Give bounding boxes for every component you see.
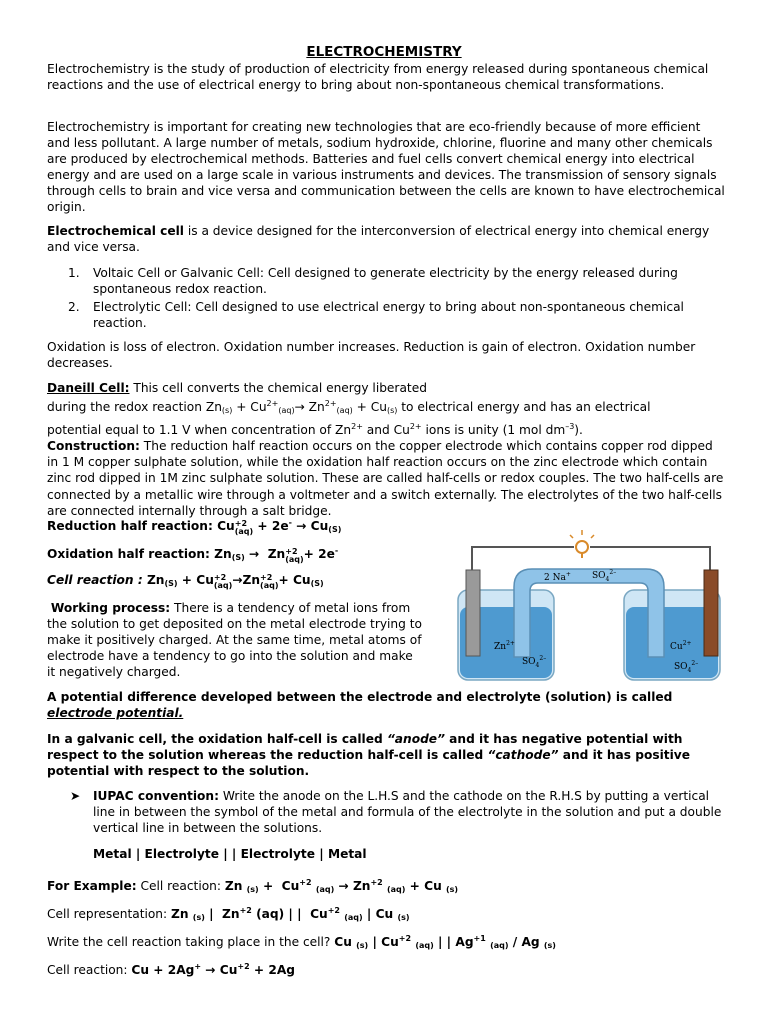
list-number: 2.	[68, 300, 80, 315]
construction-text: The reduction half reaction occurs on the copper electrode which contains copper rod dipped in 1 M copper sulphate solution, while the oxidation half reaction occurs on the zinc electrode which contain zinc rod dipped in 1M zinc sulphate solution. These are called half-cells or redox couples. The two half-cells are connected by a metallic wire through a voltmeter and a switch externally. The electrolytes of the two half-cells are connected internally through a salt bridge.	[47, 439, 724, 518]
list-text: Voltaic Cell or Galvanic Cell: Cell designed to generate electricity by the energy released during spontaneous redox reaction.	[93, 266, 678, 297]
page-title: ELECTROCHEMISTRY	[306, 44, 462, 60]
list-item	[68, 299, 728, 331]
daniell-line-2: during the redox reaction Zn	[47, 400, 222, 415]
electrode-potential-definition	[47, 689, 727, 721]
list-text: Electrolytic Cell: Cell designed to use electrical energy to bring about non-spontaneous chemical reaction.	[93, 300, 684, 331]
reduction-half-reaction: Reduction half reaction: Cu +2 (aq) + $2e^- \to Cu_{(S)}$	[47, 518, 342, 536]
potential-text: A potential difference developed between the electrode and electrolyte (solution) is called	[47, 690, 673, 704]
daniell-heading: Daneill Cell:	[47, 381, 130, 395]
copper-electrode	[704, 570, 718, 656]
reduction-label: Reduction half reaction:	[47, 519, 213, 533]
iupac-label: IUPAC convention:	[93, 789, 219, 803]
list-number: 1.	[68, 266, 80, 280]
iupac-formula: Metal | Electrolyte | | Electrolyte | Metal	[93, 847, 367, 861]
construction-label: Construction:	[47, 439, 140, 454]
bridge-ion-right: $SO_4^{2-}$	[592, 569, 617, 583]
daniell-line-3-c: ions is unity (1 mol dm	[421, 423, 566, 438]
intro-paragraph-2: Electrochemistry is important for creating new technologies that are eco-friendly because of more efficient and less pollutant. A large number of metals, sodium hydroxide, chlorine, fluorine and many other chemicals are produced by electrochemical methods. Batteries and fuel cells convert chemical energy into electrical energy and are used on a large scale in various instruments and devices. The transmission of sensory signals through cells to brain and vice versa and communication between the cells are known to have electrochemical origin.	[47, 120, 725, 215]
working-text: There is a tendency of metal ions from the solution to get deposited on the metal electrode trying to make it positively charged. At the same time, metal atoms of electrode have a tendency to go into the solution and make it negatively charged.	[47, 601, 422, 680]
left-ion-1: $Zn^{2+}$	[494, 640, 515, 652]
oxidation-paragraph: Oxidation is loss of electron. Oxidation number increases. Reduction is gain of electron. Oxidation number decreases.	[47, 340, 696, 371]
galvanic-paragraph	[47, 731, 727, 779]
daniell-line-1: This cell converts the chemical energy liberated	[129, 381, 427, 395]
working-label: Working process:	[50, 601, 171, 615]
cell-reaction: Cell reaction : $Zn_{(S)} + Cu$ +2 (aq) →Zn +2 (aq) + $Cu_{(S)}$	[47, 573, 324, 590]
representation-label: Cell representation:	[47, 907, 172, 921]
bridge-ion-left: 2 Na+	[544, 571, 571, 583]
left-ion-2: $SO_4^{2-}$	[522, 655, 547, 669]
arrow-bullet-icon: ➤	[70, 789, 81, 803]
write-label: Write the cell reaction taking place in the cell?	[47, 935, 335, 949]
cell-reaction-label: Cell reaction :	[47, 573, 143, 587]
example-label: For Example:	[47, 879, 137, 893]
galvanic-text-b: and it has negative potential with respect to the solution whereas the reduction half-cell is called	[47, 732, 683, 763]
anode-term: “anode”	[386, 732, 445, 746]
daniell-cell-diagram	[452, 527, 728, 687]
zinc-electrode	[466, 570, 480, 656]
example-line: For Example: Cell reaction: Zn $_{(s)} + Cu^{+2}$ $_{(aq)} \to Zn^{+2}$ $_{(aq)}$ + Cu $_{(s)}$	[47, 878, 459, 894]
iupac-convention	[93, 788, 728, 836]
cell-types-list	[68, 265, 728, 333]
cathode-term: “cathode”	[487, 748, 559, 763]
galvanic-text-c: and it has positive potential with respect to the solution.	[47, 748, 690, 779]
list-item	[68, 265, 728, 297]
final-cell-reaction-line: Cell reaction: $Cu + 2Ag^+ \to Cu^{+2} + 2Ag$	[47, 962, 296, 977]
external-wire	[472, 547, 710, 570]
potential-term: electrode potential.	[47, 706, 184, 721]
cell-representation-line: Cell representation: Zn $_{(s)}$ | $Zn^{+2}$ (aq) | | $Cu^{+2}$ $_{(aq)}$ | Cu $_{(s)}$	[47, 906, 410, 922]
right-ion-1: $Cu^{2+}$	[670, 640, 692, 652]
cell-definition-text: is a device designed for the interconversion of electrical energy into chemical energy and vice versa.	[47, 224, 710, 255]
daniell-cell-section: Daneill Cell: This cell converts the chemical energy liberated during the redox reaction $Zn_{(s)} + Cu^{2+}_{(aq)}\to Zn^{2+}_{(aq)} + Cu_{(s)}$ to electrical energy and has an electrical potential equal to 1.1 V when concentration of $Zn^{2+}$ and $Cu^{2+}$ ions is unity (1 mol $dm^{-3}$). Construction: The reduction half reaction occurs on the copper electrode which contains copper rod dipped in 1 M copper sulphate solution, while the oxidation half reaction occurs on the zinc electrode which contain zinc rod dipped in 1M zinc sulphate solution. These are called half-cells or redox couples. The two half-cells are connected by a metallic wire through a voltmeter and a switch externally. The electrolytes of the two half-cells are connected internally through a salt bridge.	[47, 381, 724, 518]
oxidation-half-reaction: Oxidation half reaction: $Zn_{(S)} \to Zn$ +2 (aq) + 2e-	[47, 546, 339, 564]
daniell-line-3: potential equal to 1.1 V when concentration of Zn	[47, 423, 352, 438]
write-cell-reaction-line: Write the cell reaction taking place in the cell? Cu $_{(s)}$ | $Cu^{+2}$ $_{(aq)}$ | | $Ag^{+1}$ $_{(aq)}$ / Ag $_{(s)}$	[47, 934, 556, 950]
example-text: Cell reaction:	[136, 879, 225, 893]
daniell-line-2-end: to electrical energy and has an electrical	[397, 400, 651, 415]
galvanic-text-a: In a galvanic cell, the oxidation half-cell is called	[47, 732, 387, 746]
right-ion-2: $SO_4^{2-}$	[674, 660, 699, 674]
oxidation-label: Oxidation half reaction:	[47, 547, 210, 561]
daniell-line-3-d: ).	[574, 423, 583, 438]
intro-paragraph-1: Electrochemistry is the study of production of electricity from energy released during spontaneous chemical reactions and the use of electrical energy to bring about non-spontaneous chemical transformations.	[47, 62, 709, 93]
bulb-icon	[570, 530, 594, 558]
iupac-text: Write the anode on the L.H.S and the cathode on the R.H.S by putting a vertical line in between the symbol of the metal and formula of the electrolyte in the solution and put a double vertical line in between the solutions.	[93, 789, 722, 836]
cell-definition	[47, 223, 727, 255]
working-process	[47, 600, 422, 680]
cell-definition-term: Electrochemical cell	[47, 224, 184, 238]
final-label: Cell reaction:	[47, 963, 132, 977]
daniell-line-3-b: and Cu	[362, 423, 410, 438]
